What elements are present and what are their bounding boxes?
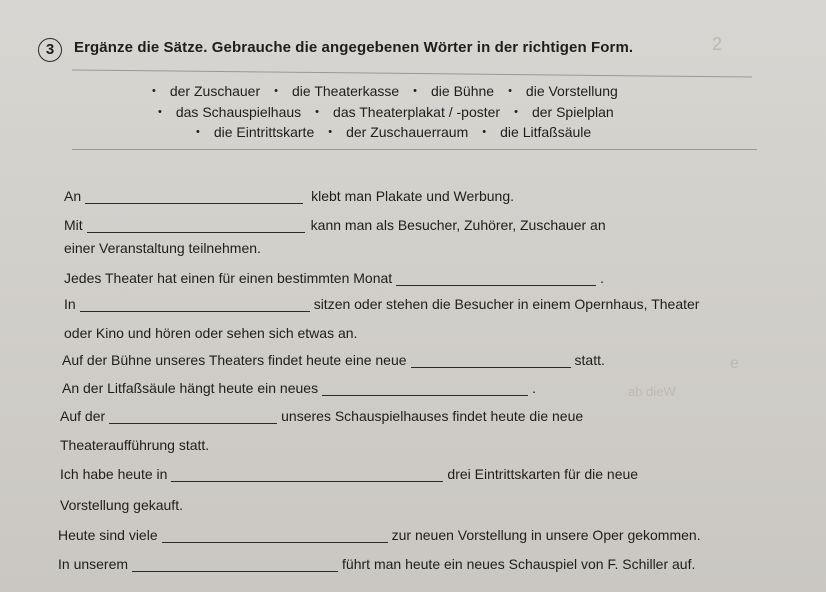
word-bank-row-3 bbox=[196, 124, 591, 140]
sentence-7-continuation: Theateraufführung statt. bbox=[60, 437, 210, 453]
sentence-4 bbox=[64, 296, 699, 312]
word-bank-bottom-rule bbox=[72, 149, 757, 150]
sentence-4-end: sitzen oder stehen die Besucher in einem Opernhaus, Theater bbox=[313, 296, 700, 312]
sentence-5-start: Auf der Bühne unseres Theaters findet heute eine neue bbox=[62, 352, 407, 368]
sentence-8 bbox=[60, 466, 638, 482]
word-buehne: die Bühne bbox=[431, 83, 495, 99]
sentence-7-start: Auf der bbox=[60, 408, 106, 424]
bullet: • bbox=[514, 106, 518, 118]
sentence-7-end: unseres Schauspielhauses findet heute die neue bbox=[281, 408, 584, 424]
sentence-2-end: kann man als Besucher, Zuhörer, Zuschauer an bbox=[310, 217, 606, 233]
sentence-1 bbox=[64, 188, 514, 204]
word-zuschauer: der Zuschauer bbox=[169, 83, 261, 99]
word-schauspielhaus: das Schauspielhaus bbox=[175, 104, 302, 120]
word-theaterkasse: die Theaterkasse bbox=[292, 83, 400, 99]
word-spielplan: der Spielplan bbox=[531, 104, 614, 120]
sentence-9-start: Heute sind viele bbox=[58, 527, 158, 543]
sentence-7 bbox=[60, 408, 583, 424]
word-bank-row-1 bbox=[152, 83, 618, 99]
task-instruction: Ergänze die Sätze. Gebrauche die angegebenen Wörter in der richtigen Form. bbox=[74, 39, 634, 56]
sentence-10 bbox=[58, 556, 695, 572]
faded-bleed-text: ab dieW bbox=[628, 384, 676, 399]
sentence-9-end: zur neuen Vorstellung in unsere Oper gekommen. bbox=[391, 527, 701, 543]
word-vorstellung: die Vorstellung bbox=[525, 83, 618, 99]
faded-corner-number: 2 bbox=[712, 34, 723, 54]
sentence-8-end: drei Eintrittskarten für die neue bbox=[447, 466, 639, 482]
word-bank-row-2 bbox=[158, 104, 614, 120]
sentence-2 bbox=[64, 217, 606, 233]
answer-blank-6[interactable] bbox=[322, 381, 528, 396]
sentence-6-end: . bbox=[532, 380, 536, 396]
answer-blank-10[interactable] bbox=[132, 557, 338, 572]
sentence-2-continuation: einer Veranstaltung teilnehmen. bbox=[64, 240, 261, 256]
sentence-3 bbox=[64, 270, 604, 286]
bullet: • bbox=[158, 106, 162, 118]
bullet: • bbox=[274, 85, 278, 97]
answer-blank-5[interactable] bbox=[411, 353, 571, 368]
bullet: • bbox=[328, 126, 333, 138]
sentence-1-end: klebt man Plakate und Werbung. bbox=[311, 188, 514, 204]
sentence-10-start: In unserem bbox=[58, 556, 129, 572]
sentence-5 bbox=[62, 352, 605, 368]
word-bank-top-rule bbox=[72, 69, 752, 77]
word-litfasssaeule: die Litfaßsäule bbox=[500, 124, 592, 140]
sentence-1-start: An bbox=[64, 188, 82, 204]
answer-blank-8[interactable] bbox=[171, 467, 443, 482]
bullet: • bbox=[196, 126, 200, 138]
bullet: • bbox=[152, 85, 156, 97]
sentence-3-end: . bbox=[600, 270, 605, 286]
word-theaterplakat: das Theaterplakat / -poster bbox=[333, 104, 501, 120]
answer-blank-3[interactable] bbox=[396, 271, 596, 286]
sentence-5-end: statt. bbox=[574, 352, 605, 368]
word-zuschauerraum: der Zuschauerraum bbox=[346, 124, 469, 140]
answer-blank-2[interactable] bbox=[87, 218, 305, 233]
task-number-badge: 3 bbox=[38, 38, 62, 62]
faded-letter-mark: e bbox=[730, 355, 739, 372]
sentence-4-start: In bbox=[64, 296, 76, 312]
sentence-2-start: Mit bbox=[64, 217, 83, 233]
sentence-6-start: An der Litfaßsäule hängt heute ein neues bbox=[62, 380, 319, 396]
sentence-4-continuation: oder Kino und hören oder sehen sich etwas an. bbox=[64, 325, 358, 341]
sentence-8-continuation: Vorstellung gekauft. bbox=[60, 497, 183, 513]
sentence-8-start: Ich habe heute in bbox=[60, 466, 168, 482]
sentence-10-end: führt man heute ein neues Schauspiel von F. Schiller auf. bbox=[342, 556, 696, 572]
answer-blank-1[interactable] bbox=[85, 189, 303, 204]
answer-blank-7[interactable] bbox=[109, 409, 277, 424]
bullet: • bbox=[482, 126, 487, 138]
answer-blank-4[interactable] bbox=[80, 297, 310, 312]
answer-blank-9[interactable] bbox=[162, 528, 388, 543]
word-eintrittskarte: die Eintrittskarte bbox=[213, 124, 315, 140]
sentence-6 bbox=[62, 380, 536, 396]
bullet: • bbox=[413, 85, 417, 97]
sentence-3-start: Jedes Theater hat einen für einen bestimmten Monat bbox=[64, 270, 393, 286]
sentence-9 bbox=[58, 527, 701, 543]
bullet: • bbox=[315, 106, 320, 118]
bullet: • bbox=[508, 85, 512, 97]
